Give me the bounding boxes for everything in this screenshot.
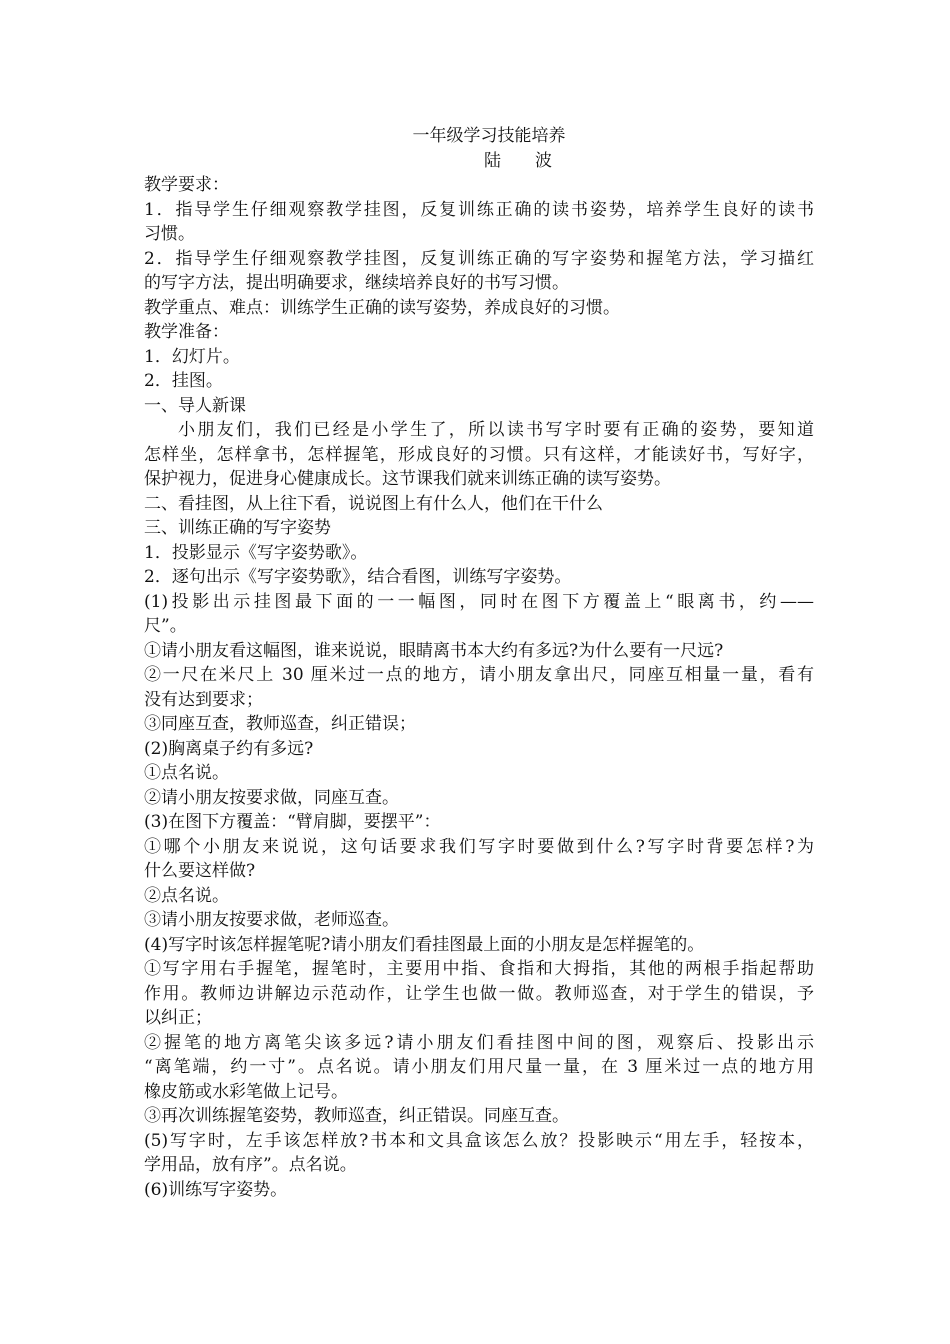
paragraph-line: ③再次训练握笔姿势，教师巡查，纠正错误。同座互查。 <box>144 1106 569 1126</box>
paragraph-line: ①请小朋友看这幅图，谁来说说，眼睛离书本大约有多远?为什么要有一尺远? <box>144 640 724 661</box>
paragraph-line: ①写字用右手握笔，握笔时，主要用中指、食指和大拇指，其他的两根手指起帮助 <box>144 959 814 979</box>
list-item: 2．挂图。 <box>144 371 223 391</box>
paragraph-line: 橡皮筋或水彩笔做上记号。 <box>144 1081 348 1102</box>
paragraph-line: 怎样坐，怎样拿书，怎样握笔，形成良好的习惯。只有这样，才能读好书，写好字， <box>144 444 814 465</box>
author-family: 波 <box>535 150 552 171</box>
paragraph-line: (4)写字时该怎样握笔呢?请小朋友们看挂图最上面的小朋友是怎样握笔的。 <box>144 934 705 955</box>
paragraph-line: (2)胸离桌子约有多远? <box>144 738 314 759</box>
paragraph-line: ①点名说。 <box>144 763 229 783</box>
paragraph-line: 没有达到要求； <box>144 689 263 710</box>
paragraph-line: 什么要这样做? <box>144 861 256 881</box>
paragraph-line: 的写字方法，提出明确要求，继续培养良好的书写习惯。 <box>144 273 569 293</box>
list-item: 2．逐句出示《写字姿势歌》，结合看图，训练写字姿势。 <box>144 567 572 587</box>
paragraph-line: (6)训练写字姿势。 <box>144 1179 288 1200</box>
document-title: 一年级学习技能培养 <box>412 126 566 146</box>
paragraph-line: (1)投影出示挂图最下面的一一幅图，同时在图下方覆盖上“眼离书，约—— <box>144 591 814 612</box>
paragraph-line: 习惯。 <box>144 224 195 244</box>
section-heading-requirements: 教学要求： <box>144 175 229 195</box>
section-heading-intro: 一、导人新课 <box>144 395 246 416</box>
section-heading-observe: 二、看挂图，从上往下看，说说图上有什么人，他们在干什么 <box>144 493 603 514</box>
section-heading-preparation: 教学准备： <box>144 322 229 342</box>
paragraph-line: 小朋友们，我们已经是小学生了，所以读书写字时要有正确的姿势，要知道 <box>178 420 814 440</box>
paragraph-line: “离笔端，约一寸”。点名说。请小朋友们用尺量一量，在 3 厘米过一点的地方用 <box>144 1057 814 1077</box>
paragraph-line: 尺”。 <box>144 616 187 636</box>
paragraph-line: 作用。教师边讲解边示范动作，让学生也做一做。教师巡查，对于学生的错误，予 <box>144 983 814 1004</box>
paragraph-line: 保护视力，促进身心健康成长。这节课我们就来训练正确的读写姿势。 <box>144 469 671 489</box>
paragraph-line: (5)写字时，左手该怎样放?书本和文具盒该怎么放？投影映示“用左手，轻按本， <box>144 1130 814 1151</box>
paragraph-line: ②点名说。 <box>144 885 229 906</box>
section-heading-key-points: 教学重点、难点：训练学生正确的读写姿势，养成良好的习惯。 <box>144 297 620 318</box>
list-item: 1．投影显示《写字姿势歌》。 <box>144 542 368 563</box>
list-item: 1．幻灯片。 <box>144 346 240 367</box>
paragraph-line: ②握笔的地方离笔尖该多远?请小朋友们看挂图中间的图，观察后、投影出示 <box>144 1032 814 1053</box>
author-given: 陆 <box>484 150 501 171</box>
paragraph-line: ③同座互查，教师巡查，纠正错误； <box>144 714 416 734</box>
document-author <box>144 149 814 174</box>
paragraph-line: ③请小朋友按要求做，老师巡查。 <box>144 910 399 930</box>
paragraph-line: ②请小朋友按要求做，同座互查。 <box>144 787 399 808</box>
paragraph-line: 以纠正； <box>144 1008 212 1028</box>
paragraph-line: 学用品，放有序”。点名说。 <box>144 1155 357 1175</box>
document-page <box>144 124 814 1202</box>
section-heading-training: 三、训练正确的写字姿势 <box>144 518 331 538</box>
paragraph-line: 2．指导学生仔细观察教学挂图，反复训练正确的写字姿势和握笔方法，学习描红 <box>144 248 814 269</box>
paragraph-line: ②一尺在米尺上 30 厘米过一点的地方，请小朋友拿出尺，同座互相量一量，看有 <box>144 665 814 685</box>
paragraph-line: 1．指导学生仔细观察教学挂图，反复训练正确的读书姿势，培养学生良好的读书 <box>144 199 814 220</box>
paragraph-line: ①哪个小朋友来说说，这句话要求我们写字时要做到什么?写字时背要怎样?为 <box>144 836 814 857</box>
paragraph-line: (3)在图下方覆盖：“臂肩脚，要摆平”： <box>144 812 441 832</box>
